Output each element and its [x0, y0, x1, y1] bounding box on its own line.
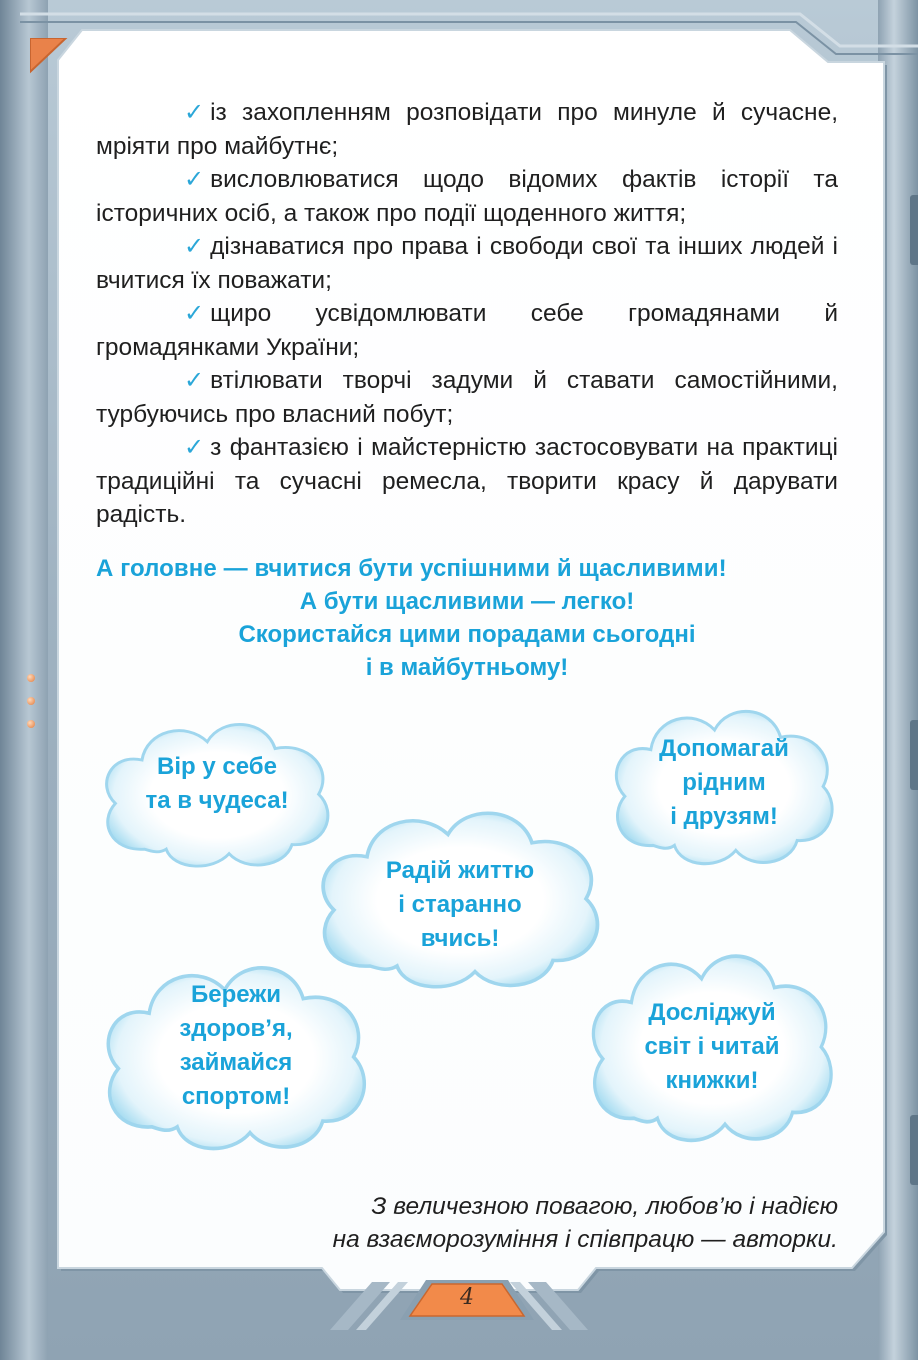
- checkmark-icon: ✓: [184, 434, 205, 461]
- frame-dot: [27, 720, 35, 728]
- frame-dot: [27, 674, 35, 682]
- corner-ornament: [30, 38, 68, 74]
- list-item: ✓ дізнаватися про права і свободи свої та інших людей і вчитися їх поважати;: [96, 230, 838, 297]
- motto: [96, 552, 838, 684]
- list-item: ✓ втілювати творчі задуми й ставати самостійними, турбуючись про власний побут;: [96, 364, 838, 431]
- cloud-explore: Досліджуй світ і читай книжки!: [582, 940, 842, 1148]
- skills-list: [96, 96, 838, 532]
- cloud-help: Допомагай рідним і друзям!: [606, 698, 842, 870]
- motto-line: А головне — вчитися бути успішними й щасливими!: [96, 555, 727, 582]
- list-item: ✓ щиро усвідомлювати себе громадянами й громадянками України;: [96, 297, 838, 364]
- checkmark-icon: ✓: [184, 166, 205, 193]
- checkmark-icon: ✓: [184, 367, 205, 394]
- page-number: 4: [460, 1285, 474, 1310]
- motto-line: і в майбутньому!: [365, 654, 569, 681]
- checkmark-icon: ✓: [184, 300, 205, 327]
- list-item: ✓ висловлюватися щодо відомих фактів історії та історичних осіб, а також про події щоденного життя;: [96, 163, 838, 230]
- checkmark-icon: ✓: [184, 233, 205, 260]
- cloud-rejoice: Радій життю і старанно вчись!: [310, 798, 610, 994]
- frame-dot: [27, 697, 35, 705]
- cloud-believe: Вір у себе та в чудеса!: [96, 712, 338, 872]
- closing-signature: З величезною повагою, любов’ю і надією на взаєморозуміння і співпрацю — авторки.: [332, 1193, 838, 1253]
- motto-line: А бути щасливими — легко!: [299, 588, 635, 615]
- motto-line: Скористайся цими порадами сьогодні: [238, 621, 696, 648]
- list-item: ✓ з фантазією і майстерністю застосовувати на практиці традиційні та сучасні ремесла, творити красу й дарувати радість.: [96, 431, 838, 532]
- cloud-health: Бережи здоров’я, займайся спортом!: [96, 952, 376, 1156]
- checkmark-icon: ✓: [184, 99, 205, 126]
- list-item: ✓ із захопленням розповідати про минуле й сучасне, мріяти про майбутнє;: [96, 96, 838, 163]
